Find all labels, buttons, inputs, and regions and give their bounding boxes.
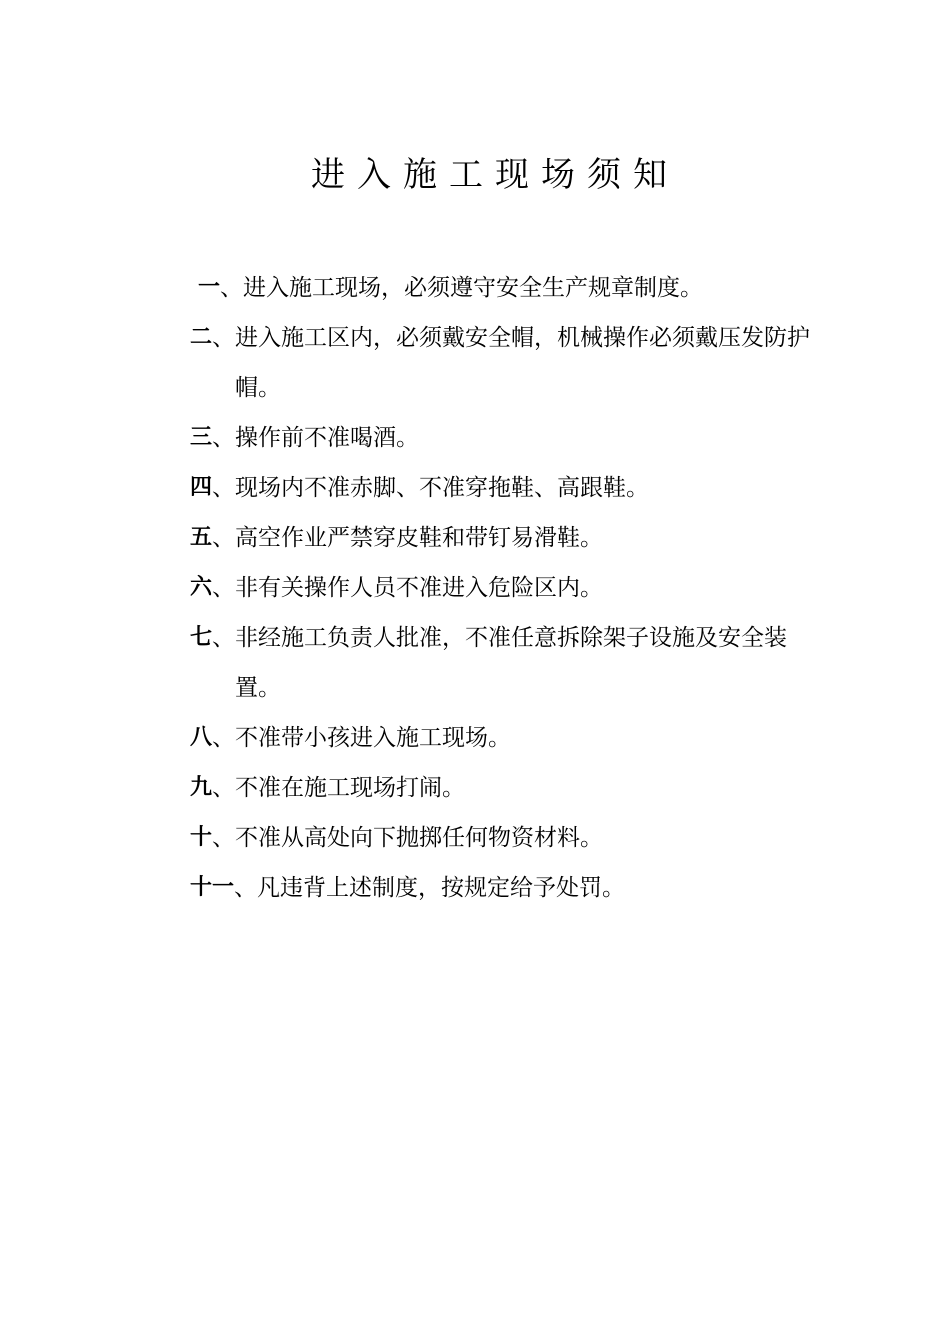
rule-separator: 、 bbox=[234, 875, 258, 901]
rule-item bbox=[190, 763, 830, 813]
rule-item bbox=[190, 463, 830, 513]
rule-item bbox=[190, 713, 830, 763]
rule-separator: 、 bbox=[212, 775, 236, 801]
rule-item bbox=[190, 263, 830, 313]
rule-separator: 、 bbox=[212, 825, 236, 851]
rule-number: 三 bbox=[190, 425, 213, 450]
rule-number: 八 bbox=[190, 725, 213, 750]
rule-item bbox=[190, 613, 830, 713]
rules-list bbox=[190, 263, 830, 913]
rule-separator: 、 bbox=[212, 425, 236, 451]
rule-text: 不准带小孩进入施工现场。 bbox=[235, 725, 512, 751]
rule-item bbox=[190, 813, 830, 863]
rule-separator: 、 bbox=[212, 575, 236, 601]
rule-number: 二 bbox=[190, 325, 213, 350]
rule-text: 非经施工负责人批准，不准任意拆除架子设施及安全装置。 bbox=[235, 625, 788, 701]
rule-item bbox=[190, 513, 830, 563]
rule-separator: 、 bbox=[220, 275, 244, 301]
rule-number: 一 bbox=[198, 275, 221, 300]
rule-item bbox=[190, 563, 830, 613]
rule-separator: 、 bbox=[212, 525, 236, 551]
rule-text: 凡违背上述制度，按规定给予处罚。 bbox=[257, 875, 626, 901]
rule-number: 六 bbox=[190, 575, 213, 600]
rule-text: 不准从高处向下抛掷任何物资材料。 bbox=[235, 825, 604, 851]
rule-separator: 、 bbox=[212, 725, 236, 751]
rule-number: 十一 bbox=[190, 875, 235, 900]
page-title: 进入施工现场须知 bbox=[311, 155, 679, 195]
rule-text: 进入施工区内，必须戴安全帽，机械操作必须戴压发防护帽。 bbox=[235, 325, 811, 401]
rule-separator: 、 bbox=[212, 325, 236, 351]
rule-item bbox=[190, 313, 830, 413]
rule-text: 不准在施工现场打闹。 bbox=[235, 775, 466, 801]
rule-item bbox=[190, 863, 830, 913]
rule-number: 四 bbox=[190, 475, 213, 500]
rule-text: 高空作业严禁穿皮鞋和带钉易滑鞋。 bbox=[235, 525, 604, 551]
rule-text: 进入施工现场，必须遵守安全生产规章制度。 bbox=[243, 275, 704, 301]
rule-number: 七 bbox=[190, 625, 213, 650]
rule-number: 十 bbox=[190, 825, 213, 850]
rule-text: 操作前不准喝酒。 bbox=[235, 425, 420, 451]
rule-number: 九 bbox=[190, 775, 213, 800]
rule-separator: 、 bbox=[212, 475, 236, 501]
rule-text: 非有关操作人员不准进入危险区内。 bbox=[235, 575, 604, 601]
rule-text: 现场内不准赤脚、不准穿拖鞋、高跟鞋。 bbox=[235, 475, 650, 501]
rule-number: 五 bbox=[190, 525, 213, 550]
rule-item bbox=[190, 413, 830, 463]
rule-separator: 、 bbox=[212, 625, 236, 651]
